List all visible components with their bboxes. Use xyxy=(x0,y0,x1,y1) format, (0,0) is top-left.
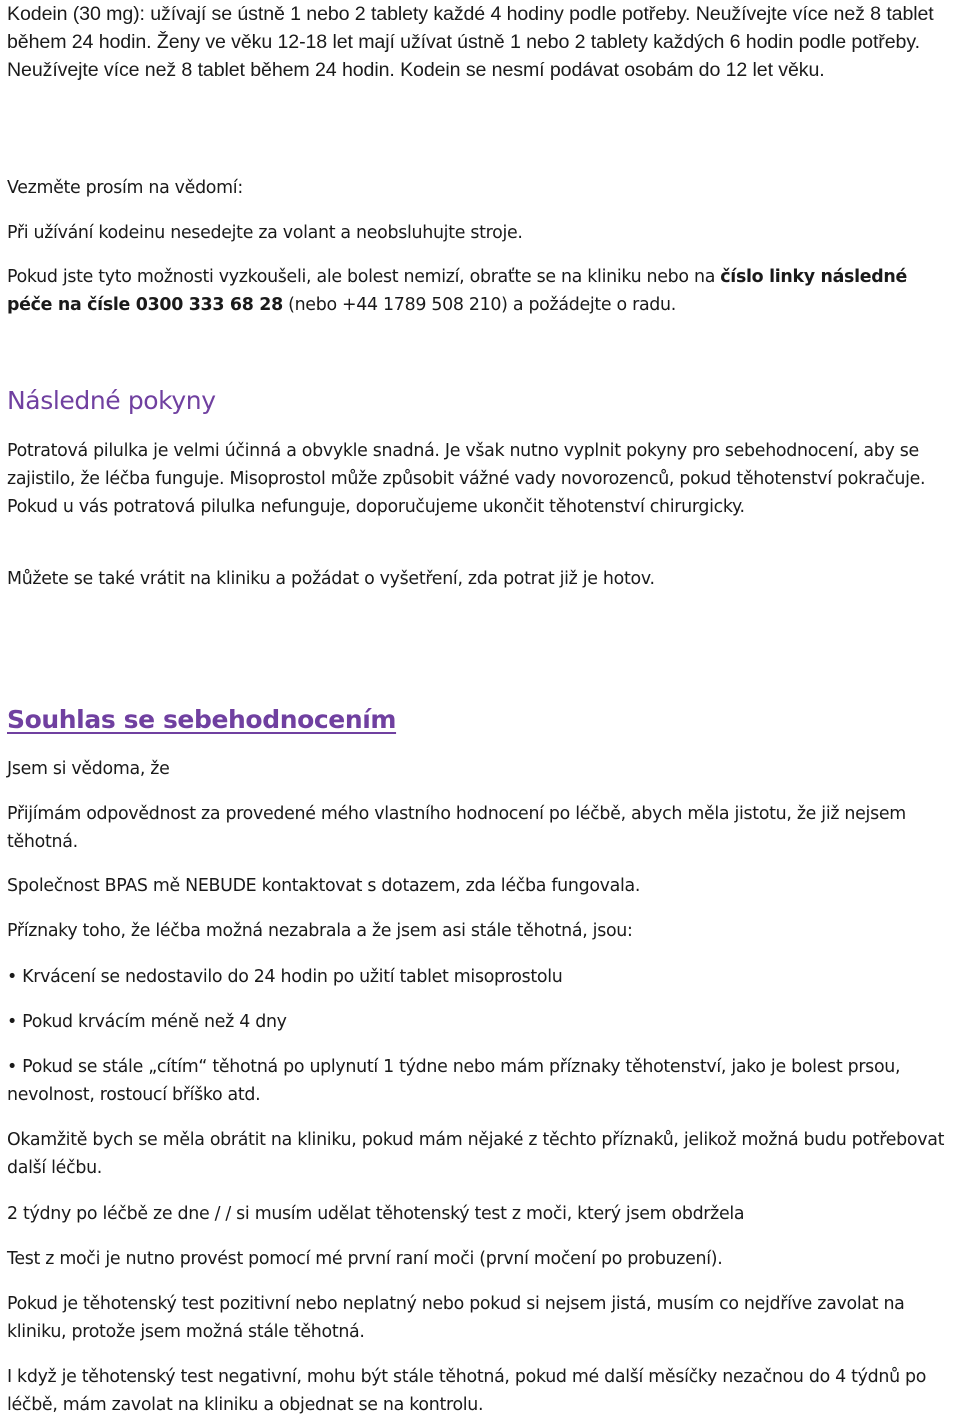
symptom-list-item: • Krvácení se nedostavilo do 24 hodin po užití tablet misoprostolu xyxy=(7,967,563,987)
consent-paragraph: Společnost BPAS mě NEBUDE kontaktovat s dotazem, zda léčba fungovala. xyxy=(7,876,641,896)
consent-intro: Jsem si vědoma, že xyxy=(7,759,170,779)
consent-paragraph: Pokud je těhotenský test pozitivní nebo neplatný nebo pokud si nejsem jistá, musím co nejdříve zavolat na kliniku, protože jsem možná stále těhotná. xyxy=(7,1294,905,1342)
symptom-list-item: • Pokud krvácím méně než 4 dny xyxy=(7,1012,287,1032)
consent-paragraph: 2 týdny po léčbě ze dne / / si musím udělat těhotenský test z moči, který jsem obdržela xyxy=(7,1204,745,1224)
consent-paragraph: I když je těhotenský test negativní, mohu být stále těhotná, pokud mé další měsíčky nezačnou do 4 týdnů po léčbě, mám zavolat na kliniku a objednat se na kontrolu. xyxy=(7,1367,927,1415)
consent-paragraph: Test z moči je nutno provést pomocí mé první raní moči (první močení po probuzení). xyxy=(7,1249,723,1269)
note-heading: Vezměte prosím na vědomí: xyxy=(7,178,243,198)
note-text: Při užívání kodeinu nesedejte za volant a neobsluhujte stroje. xyxy=(7,223,523,243)
consent-paragraph: Příznaky toho, že léčba možná nezabrala a že jsem asi stále těhotná, jsou: xyxy=(7,921,633,941)
consent-paragraph: Přijímám odpovědnost za provedené mého vlastního hodnocení po léčbě, abych měla jistotu, že již nejsem těhotná. xyxy=(7,804,906,852)
symptom-list-item: • Pokud se stále „cítím“ těhotná po uplynutí 1 týdne nebo mám příznaky těhotenství, jako je bolest prsou, nevolnost, rostoucí bříško atd. xyxy=(7,1057,901,1105)
pain-advice-suffix: (nebo +44 1789 508 210) a požádejte o radu. xyxy=(282,295,676,315)
pain-advice-text: Pokud jste tyto možnosti vyzkoušeli, ale bolest nemizí, obraťte se na kliniku nebo na xyxy=(7,267,721,287)
pain-advice-paragraph xyxy=(7,263,953,319)
consent-heading: Souhlas se sebehodnocením xyxy=(7,705,397,734)
codeine-paragraph: Kodein (30 mg): užívají se ústně 1 nebo 2 tablety každé 4 hodiny podle potřeby. Neužívejte více než 8 tablet během 24 hodin. Ženy ve věku 12-18 let mají užívat ústně 1 nebo 2 tablety každých 6 hodin podle potřeby. Neužívejte více než 8 tablet během 24 hodin. Kodein se nesmí podávat osobám do 12 let věku. xyxy=(7,3,934,81)
followup-paragraph-1: Potratová pilulka je velmi účinná a obvykle snadná. Je však nutno vyplnit pokyny pro sebehodnocení, aby se zajistilo, že léčba funguje. Misoprostol může způsobit vážné vady novorozenců, pokud těhotenství pokračuje. Pokud u vás potratová pilulka nefunguje, doporučujeme ukončit těhotenství chirurgicky. xyxy=(7,441,926,517)
followup-heading: Následné pokyny xyxy=(7,386,216,415)
consent-paragraph: Okamžitě bych se měla obrátit na kliniku, pokud mám nějaké z těchto příznaků, jelikož možná budu potřebovat další léčbu. xyxy=(7,1130,945,1178)
followup-paragraph-2: Můžete se také vrátit na kliniku a požádat o vyšetření, zda potrat již je hotov. xyxy=(7,569,655,589)
aftercare-line-number: číslo linky následné péče na čísle 0300 333 68 28 xyxy=(7,267,907,315)
